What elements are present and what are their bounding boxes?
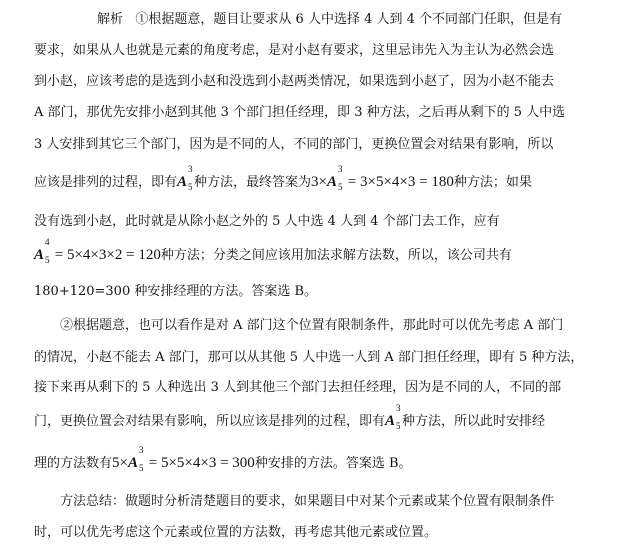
method1-line-6: 应该是排列的过程，即有A 3 5 种方法，最终答案为3×A 3 5 = 3×5×4×3 = 180种方法；如果 bbox=[34, 164, 532, 192]
method1-line-3: 到小赵，应该考虑的是选到小赵和没选到小赵两类情况，如果选到小赵了，因为小赵不能去 bbox=[34, 74, 555, 89]
solution-label: 解析 bbox=[97, 12, 124, 27]
method2-line-4: 门，更换位置会对结果有影响，所以应该是排列的过程，即有A 3 5 种方法，所以此时安排经 bbox=[34, 403, 546, 431]
calc-300: 5×A 3 5 = 5×5×4×3 = 300 bbox=[112, 445, 255, 473]
method1-line-1: 解析 ①根据题意，题目让要求从 6 人中选择 4 人到 4 个不同部门任职，但是有 bbox=[97, 12, 563, 27]
method1-line-7: 没有选到小赵，此时就是从除小赵之外的 5 人中选 4 人到 4 个部门去工作，应有 bbox=[34, 214, 500, 229]
method1-line-5: 3 人安排到其它三个部门，因为是不同的人，不同的部门，更换位置会对结果有影响，所以 bbox=[34, 137, 554, 152]
method1-line-2: 要求，如果从人也就是元素的角度考虑，是对小赵有要求，这里忌讳先入为主认为必然会选 bbox=[34, 43, 555, 58]
calc-120: A 4 5 = 5×4×3×2 = 120 bbox=[34, 237, 161, 265]
method2-line-1: ②根据题意，也可以看作是对 A 部门这个位置有限制条件，那此时可以优先考虑 A 部门 bbox=[60, 318, 564, 333]
summary-line-2: 时，可以优先考虑这个元素或位置的方法数，再考虑其他元素或位置。 bbox=[34, 525, 438, 540]
method2-line-3: 接下来再从剩下的 5 人种选出 3 人到其他三个部门去担任经理，因为是不同的人，不同的部 bbox=[34, 380, 562, 395]
method2-line-2: 的情况，小赵不能去 A 部门，那可以从其他 5 人中选一人到 A 部门担任经理，即有 5 种方法， bbox=[34, 350, 584, 365]
permutation-formula-a53-2: A 3 5 bbox=[385, 403, 401, 431]
method1-line-8: A 4 5 = 5×4×3×2 = 120种方法；分类之间应该用加法求解方法数，所以，该公司共有 bbox=[34, 237, 512, 265]
calc-180: 3×A 3 5 = 3×5×4×3 = 180 bbox=[311, 164, 454, 192]
method1-line-4: A 部门，那优先安排小赵到其他 3 个部门担任经理，即 3 种方法，之后再从剩下的 5 人中选 bbox=[34, 105, 566, 120]
method1-line-9: 180+120=300 种安排经理的方法。答案选 B。 bbox=[34, 284, 318, 299]
summary-line-1: 方法总结：做题时分析清楚题目的要求，如果题目中对某个元素或某个位置有限制条件 bbox=[60, 494, 555, 509]
permutation-formula-a53: A 3 5 bbox=[177, 164, 193, 192]
method2-line-5: 理的方法数有5×A 3 5 = 5×5×4×3 = 300种安排的方法。答案选 B。 bbox=[34, 445, 412, 473]
